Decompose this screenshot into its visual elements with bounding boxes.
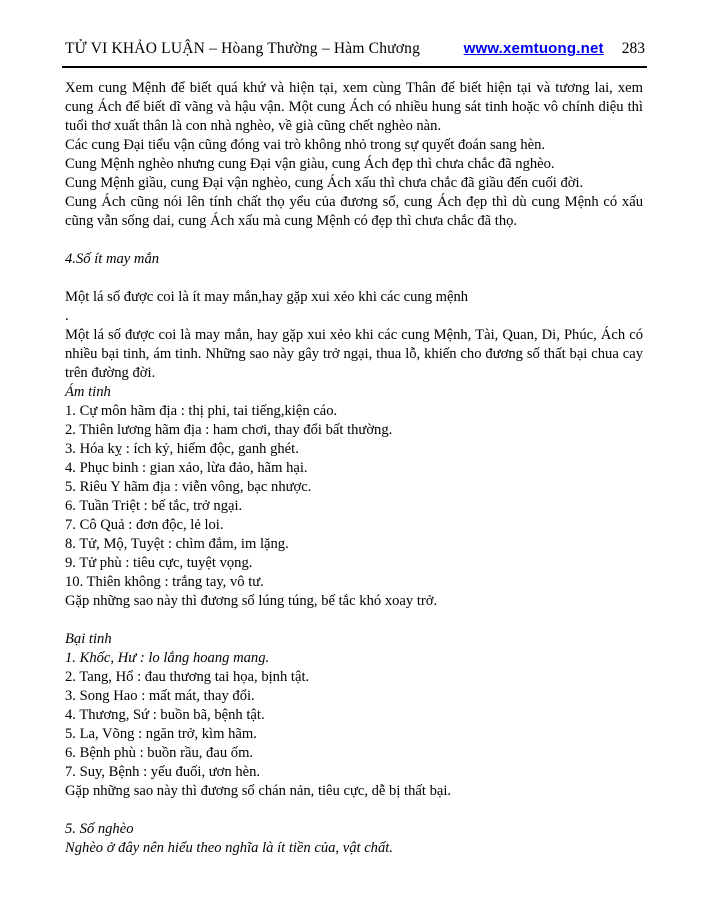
text-line: 8. Tử, Mộ, Tuyệt : chìm đắm, im lặng. xyxy=(65,536,289,552)
text-line: Các cung Đại tiểu vận cũng đóng vai trò không nhỏ trong sự quyết đoán sang hèn. xyxy=(65,137,546,153)
text-line: 3. Hóa kỵ : ích kỷ, hiểm độc, ganh ghét. xyxy=(65,441,299,457)
page-header xyxy=(65,40,645,58)
text-line: 4.Số ít may mắn xyxy=(65,251,160,267)
text-line: Cung Mệnh nghèo nhưng cung Đại vận giàu, cung Ách đẹp thì chưa chắc đã nghèo. xyxy=(65,156,555,172)
text-line: 5. Riêu Y hãm địa : viễn vông, bạc nhược. xyxy=(65,479,312,495)
text-line: Một lá số được coi là may mắn, hay gặp xui xẻo khi các cung Mệnh, Tài, Quan, Di, Phúc, Ách có xyxy=(65,327,643,343)
spacer xyxy=(65,231,643,250)
document-body xyxy=(65,79,643,858)
text-line: 2. Tang, Hổ : đau thương tai họa, bịnh tật. xyxy=(65,669,310,685)
text-line: 9. Tử phù : tiêu cực, tuyệt vọng. xyxy=(65,555,253,571)
text-line: 4. Thương, Sứ : buồn bã, bệnh tật. xyxy=(65,707,265,723)
header-title: TỬ VI KHẢO LUẬN – Hòang Thường – Hàm Chương xyxy=(65,40,421,57)
text-line: 7. Suy, Bệnh : yếu đuối, ươn hèn. xyxy=(65,764,261,780)
spacer xyxy=(65,611,643,630)
text-line: . xyxy=(65,308,69,324)
text-line: Một lá số được coi là ít may mắn,hay gặp xui xẻo khi các cung mệnh xyxy=(65,289,469,305)
text-line: trên đường đời. xyxy=(65,365,156,381)
text-line: Xem cung Mệnh để biết quá khứ và hiện tại, xem cùng Thân để biết hiện tại và tương lai, xem xyxy=(65,80,643,96)
text-line: 1. Cự môn hãm địa : thị phi, tai tiếng,kiện cáo. xyxy=(65,403,338,419)
text-line: Cung Mệnh giầu, cung Đại vận nghèo, cung Ách xấu thì chưa chắc đã giầu đến cuối đời. xyxy=(65,175,584,191)
text-line: 4. Phục binh : gian xảo, lừa đảo, hãm hại. xyxy=(65,460,308,476)
text-line: 10. Thiên không : trắng tay, vô tư. xyxy=(65,574,264,590)
text-line: 5. La, Võng : ngăn trở, kìm hãm. xyxy=(65,726,257,742)
text-line: Cung Ách cũng nói lên tính chất thọ yểu của đương số, cung Ách đẹp thì dù cung Mệnh có xấu xyxy=(65,194,643,210)
text-line: 6. Bệnh phù : buồn rầu, đau ốm. xyxy=(65,745,254,761)
text-line: cung Ách để biết dĩ vãng và hậu vận. Một cung Ách có nhiều hung sát tinh hoặc vô chính diệu thì xyxy=(65,99,643,115)
text-line: Ám tinh xyxy=(65,384,111,400)
text-line: 7. Cô Quả : đơn độc, lẻ loi. xyxy=(65,517,224,533)
text-line: 5. Số nghèo xyxy=(65,821,134,837)
text-line: tuổi thơ xuất thân là con nhà nghèo, về già cũng chết nghèo nàn. xyxy=(65,118,442,134)
text-line: Nghèo ở đây nên hiểu theo nghĩa là ít tiền của, vật chất. xyxy=(65,840,393,856)
text-line: nhiều bại tinh, ám tinh. Những sao này gây trở ngại, thua lỗ, khiến cho đương số thất bại chua cay xyxy=(65,346,643,362)
spacer xyxy=(65,269,643,288)
text-line: Gặp những sao này thì đương số lúng túng, bế tắc khó xoay trở. xyxy=(65,593,438,609)
text-line: 6. Tuần Triệt : bế tắc, trở ngại. xyxy=(65,498,243,514)
page-number: 283 xyxy=(621,40,645,57)
header-link[interactable]: www.xemtuong.net xyxy=(463,40,604,57)
text-line: cũng vẫn sống dai, cung Ách xấu mà cung Mệnh có đẹp thì chưa chắc đã thọ. xyxy=(65,213,518,229)
text-line: 1. Khốc, Hư : lo lắng hoang mang. xyxy=(65,650,270,666)
text-line: 3. Song Hao : mất mát, thay đổi. xyxy=(65,688,255,704)
text-line: 2. Thiên lương hãm địa : ham chơi, thay đổi bất thường. xyxy=(65,422,393,438)
text-line: Bại tinh xyxy=(65,631,112,647)
text-line: Gặp những sao này thì đương số chán nản, tiêu cực, dễ bị thất bại. xyxy=(65,783,452,799)
header-rule xyxy=(62,66,647,68)
spacer xyxy=(65,801,643,820)
